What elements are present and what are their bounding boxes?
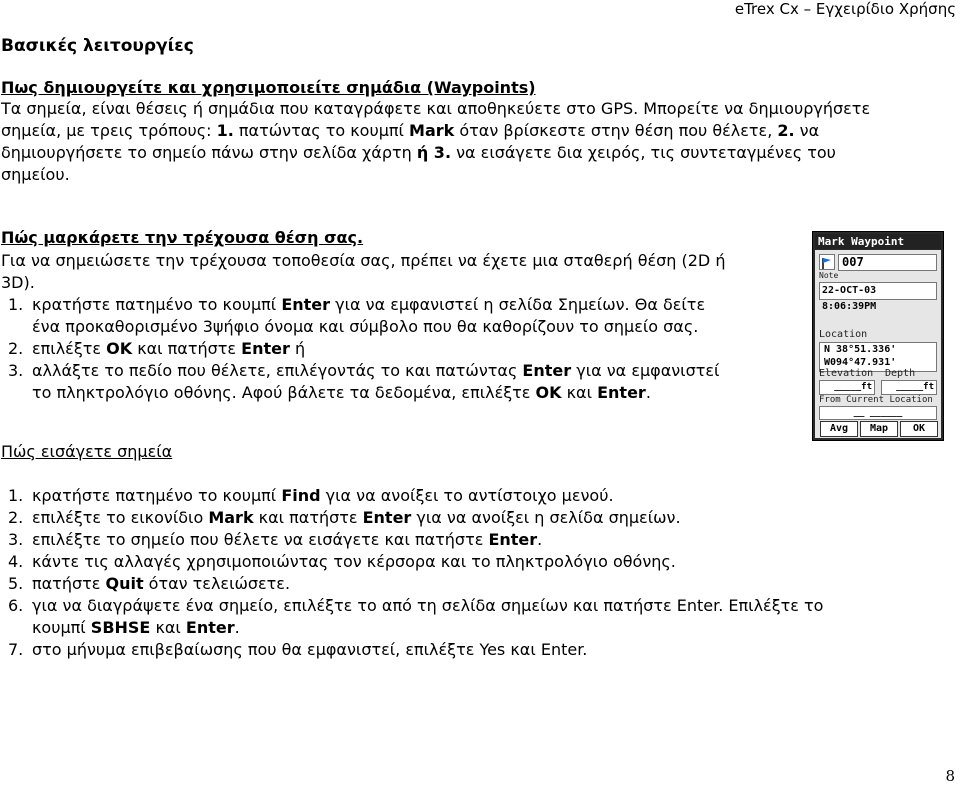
running-header: eTrex Cx – Εγχειρίδιο Χρήσης [734, 0, 956, 18]
distance-bearing-field: __ ______ [819, 406, 937, 420]
depth-label: Depth [885, 368, 916, 379]
paragraph-line: δημιουργήσετε το σημείο πάνω στην σελίδα χάρτη ή 3. να εισάγετε δια χειρός, τις συντεταγμένες του [1, 143, 836, 162]
flag-icon [819, 254, 835, 270]
page-number: 8 [945, 767, 955, 785]
list-item: 2. επιλέξτε OK και πατήστε Enter ή [8, 339, 306, 358]
paragraph-line: 3D). [1, 273, 35, 292]
list-item: 3. επιλέξτε το σημείο που θέλετε να εισάγετε και πατήστε Enter. [8, 530, 543, 549]
list-item: 4. κάντε τις αλλαγές χρησιμοποιώντας τον κέρσορα και το πληκτρολόγιο οθόνης. [8, 552, 676, 571]
device-title-bar: Mark Waypoint [815, 234, 941, 249]
list-item: 3. αλλάξτε το πεδίο που θέλετε, επιλέγοντάς το και πατώντας Enter για να εμφανιστεί [8, 361, 720, 380]
ok-button: OK [900, 421, 938, 437]
elevation-field: _____ft [819, 380, 875, 395]
note-label: Note [819, 271, 839, 280]
list-item: 2. επιλέξτε το εικονίδιο Mark και πατήστε Enter για να ανοίξει η σελίδα σημείων. [8, 508, 681, 527]
longitude-value: W094°47.931' [824, 357, 897, 368]
list-item-continuation: το πληκτρολόγιο οθόνης. Αφού βάλετε τα δεδομένα, επιλέξτε OK και Enter. [32, 383, 651, 402]
list-item: 7. στο μήνυμα επιβεβαίωσης που θα εμφανιστεί, επιλέξτε Yes και Enter. [8, 640, 588, 659]
map-button: Map [860, 421, 898, 437]
mark-waypoint-screen-image [812, 231, 944, 441]
paragraph-line: σημεία, με τρεις τρόπους: 1. πατώντας το κουμπί Mark όταν βρίσκεστε στην θέση που θέλετε, 2. να [1, 121, 820, 140]
paragraph-line: Για να σημειώσετε την τρέχουσα τοποθεσία σας, πρέπει να έχετε μια σταθερή θέση (2D ή [1, 251, 726, 270]
section-title-waypoints: Πως δημιουργείτε και χρησιμοποιείτε σημάδια (Waypoints) [1, 78, 536, 97]
elevation-label: Elevation [819, 368, 874, 379]
latitude-value: N 38°51.336' [824, 344, 897, 355]
paragraph-line: σημείου. [1, 165, 70, 184]
paragraph-line: Τα σημεία, είναι θέσεις ή σημάδια που καταγράφετε και αποθηκεύετε στο GPS. Μπορείτε να δημιουργήσετε [1, 99, 871, 118]
depth-field: _____ft [881, 380, 937, 395]
waypoint-name-field: 007 [838, 254, 937, 271]
list-item-continuation: ένα προκαθορισμένο 3ψήφιο όνομα και σύμβολο που θα καθορίζουν το σημείο σας. [32, 317, 699, 336]
location-label: Location [819, 329, 868, 340]
list-item: 1. κρατήστε πατημένο το κουμπί Find για να ανοίξει το αντίστοιχο μενού. [8, 486, 614, 505]
device-body [815, 250, 941, 438]
from-current-location-label: From Current Location [819, 395, 933, 405]
section-title-mark-position: Πώς μαρκάρετε την τρέχουσα θέση σας. [1, 228, 364, 247]
section-title-insert-waypoints: Πώς εισάγετε σημεία [1, 442, 173, 461]
avg-button: Avg [820, 421, 858, 437]
list-item: 1. κρατήστε πατημένο το κουμπί Enter για να εμφανιστεί η σελίδα Σημείων. Θα δείτε [8, 295, 706, 314]
chapter-title: Βασικές λειτουργίες [1, 36, 194, 56]
list-item: 5. πατήστε Quit όταν τελειώσετε. [8, 574, 291, 593]
list-item: 6. για να διαγράψετε ένα σημείο, επιλέξτε το από τη σελίδα σημείων και πατήστε Enter. Επιλέξτε το [8, 596, 824, 615]
date-time-field: 22-OCT-03 8:06:39PM [819, 282, 937, 300]
list-item-continuation: κουμπί SBHSE και Enter. [32, 618, 240, 637]
